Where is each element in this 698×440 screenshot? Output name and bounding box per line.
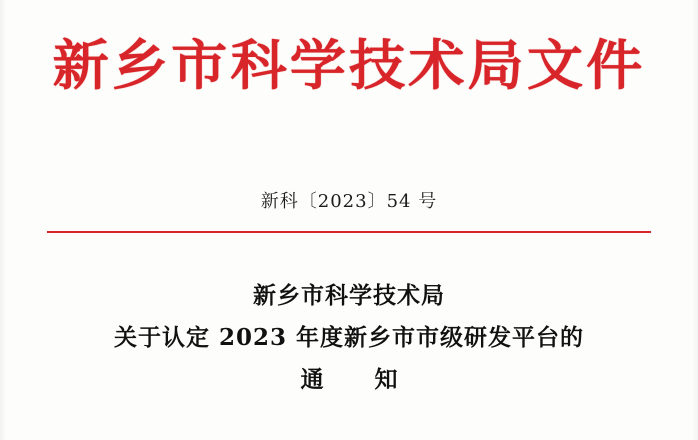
document-title-block xyxy=(0,275,698,401)
document-number: 新科〔2023〕54 号 xyxy=(260,191,438,212)
document-title-line-2: 关于认定 2023 年度新乡市市级研发平台的 xyxy=(113,324,585,351)
issuing-authority-title: 新乡市科学技术局文件 xyxy=(52,33,646,97)
document-header xyxy=(0,34,698,96)
red-separator-rule xyxy=(47,231,651,233)
document-title-line-3: 通 知 xyxy=(300,366,412,393)
document-title-line-1: 新乡市科学技术局 xyxy=(253,282,445,309)
